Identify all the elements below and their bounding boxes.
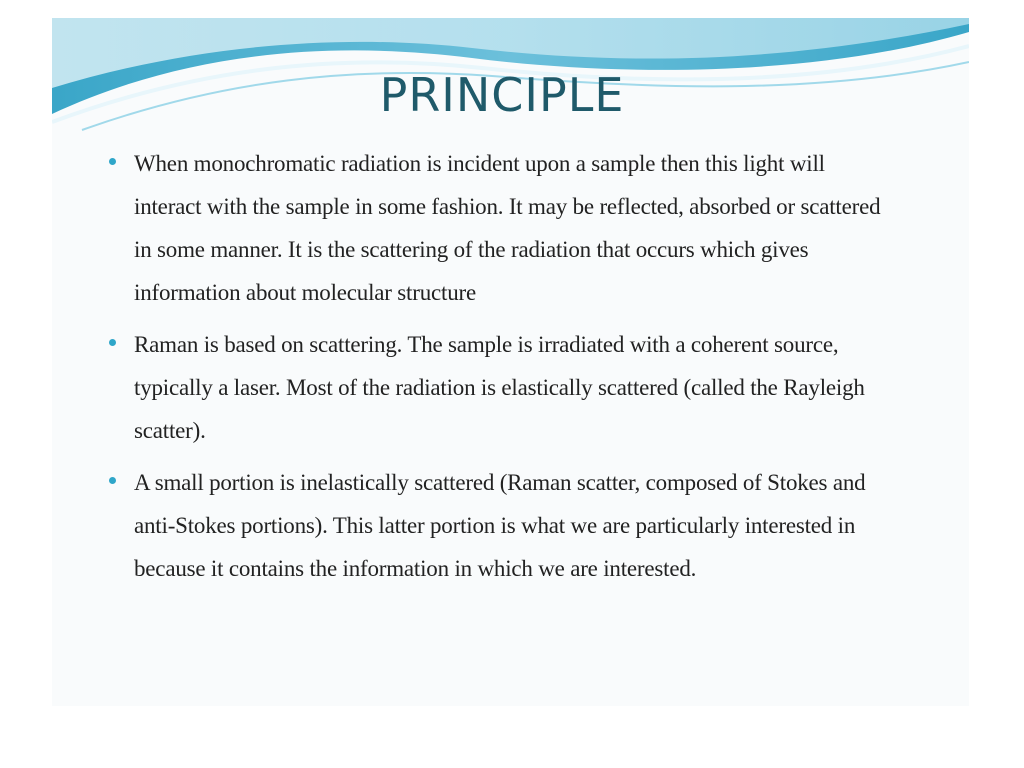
bullet-item: [104, 142, 894, 314]
bullet-dot-icon: [109, 477, 116, 484]
bullet-dot-icon: [109, 339, 116, 346]
slide: [52, 18, 969, 706]
bullet-list: [104, 142, 894, 599]
bullet-text: Raman is based on scattering. The sample is irradiated with a coherent source, typically a laser. Most of the radiation is elastically scattered (called the Rayleigh scatter).: [134, 332, 865, 443]
bullet-dot-icon: [109, 158, 116, 165]
bullet-item: [104, 461, 894, 590]
bullet-text: When monochromatic radiation is incident upon a sample then this light will interact with the sample in some fashion. It may be reflected, absorbed or scattered in some manner. It is the scattering of the radiation that occurs which gives information about molecular structure: [134, 151, 881, 305]
slide-title: PRINCIPLE: [379, 68, 625, 122]
bullet-text: A small portion is inelastically scattered (Raman scatter, composed of Stokes and anti-Stokes portions). This latter portion is what we are particularly interested in because it contains the information in which we are interested.: [134, 470, 866, 581]
bullet-item: [104, 323, 894, 452]
